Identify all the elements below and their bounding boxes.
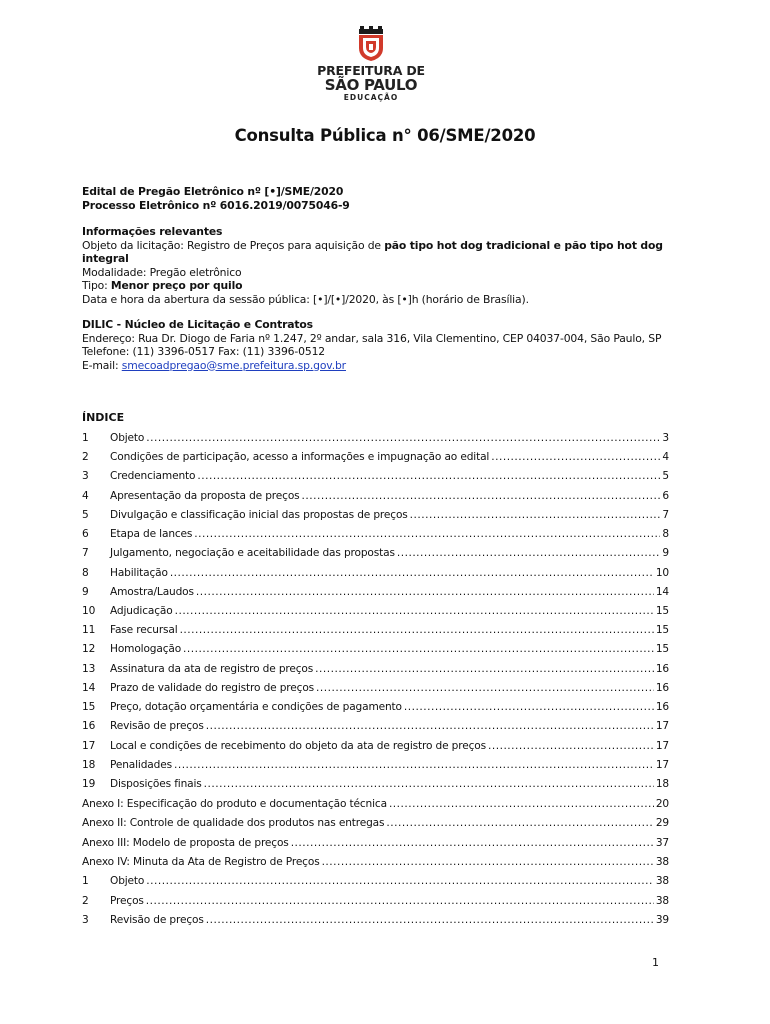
toc-entry-number: 6 [82,528,89,540]
email-line [82,359,682,373]
info-block [82,225,682,306]
edital-block [82,185,682,212]
toc-entry-number: 3 [82,914,89,926]
processo-line: Processo Eletrônico nº 6016.2019/0075046-9 [82,198,350,212]
toc-entry-label: Disposições finais [110,778,202,790]
tipo-line [82,279,682,293]
toc-dot-leader [302,489,661,503]
toc-entry-label: Penalidades [110,759,172,771]
toc-entry-page: 17 [655,720,669,732]
toc-entry-label: Anexo IV: Minuta da Ata de Registro de Preços [82,856,320,868]
toc-entry-number: 2 [82,895,89,907]
objeto-line [82,239,682,266]
toc-entry[interactable] [82,758,669,772]
toc-entry-label: Revisão de preços [110,720,204,732]
edital-line: Edital de Pregão Eletrônico nº [•]/SME/2020 [82,185,344,198]
toc-dot-leader [146,894,654,908]
dilic-block [82,318,682,372]
toc-dot-leader [397,546,661,560]
toc-entry-label: Homologação [110,643,182,655]
toc-entry[interactable] [82,777,669,791]
city-crest-icon [356,26,386,62]
toc-entry-page: 7 [662,509,669,521]
toc-entry[interactable] [82,913,669,927]
toc-entry-number: 15 [82,701,96,713]
toc-dot-leader [206,913,654,927]
toc-dot-leader [488,739,654,753]
toc-entry[interactable] [82,836,669,850]
toc-entry[interactable] [82,450,669,464]
toc-dot-leader [291,836,654,850]
toc-entry[interactable] [82,623,669,637]
prefeitura-logo [316,26,426,108]
toc-entry-label: Amostra/Laudos [110,586,194,598]
toc-entry-number: 16 [82,720,96,732]
toc-entry-page: 29 [655,817,669,829]
toc-dot-leader [170,566,654,580]
toc-entry-page: 17 [655,740,669,752]
toc-entry[interactable] [82,855,669,869]
toc-entry-page: 16 [655,701,669,713]
toc-entry-number: 19 [82,778,96,790]
toc-entry-number: 18 [82,759,96,771]
toc-entry-label: Prazo de validade do registro de preços [110,682,315,694]
toc-entry-page: 3 [662,432,669,444]
toc-entry-number: 14 [82,682,96,694]
info-heading: Informações relevantes [82,225,223,238]
toc-entry-number: 12 [82,643,96,655]
toc-dot-leader [206,719,654,733]
logo-text-educacao: EDUCAÇÃO [343,93,399,102]
toc-entry[interactable] [82,642,669,656]
toc-entry-label: Habilitação [110,567,168,579]
toc-entry-label: Assinatura da ata de registro de preços [110,663,314,675]
toc-dot-leader [386,816,653,830]
document-title: Consulta Pública n° 06/SME/2020 [234,126,536,145]
toc-dot-leader [174,758,654,772]
toc-entry-page: 16 [655,663,669,675]
toc-entry[interactable] [82,527,669,541]
toc-entry-number: 5 [82,509,89,521]
toc-entry[interactable] [82,681,669,695]
toc-entry-number: 7 [82,547,89,559]
dilic-heading: DILIC - Núcleo de Licitação e Contratos [82,318,313,331]
toc-dot-leader [322,855,654,869]
toc-entry-page: 9 [662,547,669,559]
toc-entry[interactable] [82,816,669,830]
data-hora-line: Data e hora da abertura da sessão pública: [•]/[•]/2020, às [•]h (horário de Brasília). [82,292,529,306]
toc-entry-number: 1 [82,432,89,444]
toc-entry-page: 37 [655,837,669,849]
toc-entry[interactable] [82,489,669,503]
toc-entry-label: Revisão de preços [110,914,204,926]
modalidade-line: Modalidade: Pregão eletrônico [82,265,242,279]
toc-entry-label: Preços [110,895,144,907]
endereco-line: Endereço: Rua Dr. Diogo de Faria nº 1.247, 2º andar, sala 316, Vila Clementino, CEP 04037-004, São Paulo, SP [82,331,662,345]
toc-entry-page: 15 [655,605,669,617]
toc-entry-page: 39 [655,914,669,926]
toc-entry-page: 15 [655,624,669,636]
toc-entry-number: 2 [82,451,89,463]
toc-entry[interactable] [82,604,669,618]
toc-entry-page: 10 [655,567,669,579]
toc-entry[interactable] [82,894,669,908]
toc-entry-label: Credenciamento [110,470,196,482]
toc-entry-page: 15 [655,643,669,655]
toc-dot-leader [404,700,654,714]
toc-entry-page: 6 [662,490,669,502]
toc-entry-label: Local e condições de recebimento do objeto da ata de registro de preços [110,740,486,752]
toc-entry[interactable] [82,469,669,483]
toc-entry[interactable] [82,662,669,676]
toc-entry-label: Divulgação e classificação inicial das propostas de preços [110,509,408,521]
toc-entry-number: 4 [82,490,89,502]
toc-entry-label: Adjudicação [110,605,173,617]
toc-entry-label: Julgamento, negociação e aceitabilidade das propostas [110,547,395,559]
toc-entry-number: 17 [82,740,96,752]
tipo-label: Tipo: [82,279,111,292]
toc-entry[interactable] [82,566,669,580]
objeto-label: Objeto da licitação: Registro de Preços para aquisição de [82,238,385,252]
toc-dot-leader [146,431,660,445]
toc-entry[interactable] [82,797,669,811]
toc-entry-label: Fase recursal [110,624,178,636]
email-link[interactable]: smecoadpregao@sme.prefeitura.sp.gov.br [121,358,346,372]
toc-entry-number: 8 [82,567,89,579]
toc-dot-leader [146,874,654,888]
toc-entry[interactable] [82,719,669,733]
toc-entry-page: 20 [655,798,669,810]
toc-entry[interactable] [82,739,669,753]
toc-dot-leader [196,585,654,599]
toc-dot-leader [194,527,660,541]
toc-entry-page: 38 [655,856,669,868]
toc-entry-label: Objeto [110,432,145,444]
tipo-value: Menor preço por quilo [110,279,243,292]
toc-dot-leader [491,450,660,464]
objeto-value: pão tipo hot dog tradicional e pão tipo hot dog integral [82,238,663,265]
toc-entry-page: 5 [662,470,669,482]
toc-entry-label: Anexo I: Especificação do produto e documentação técnica [82,798,387,810]
toc-entry-label: Preço, dotação orçamentária e condições de pagamento [110,701,402,713]
index-title: ÍNDICE [82,411,125,424]
toc-dot-leader [316,681,654,695]
toc-entry-label: Anexo II: Controle de qualidade dos produtos nas entregas [82,817,385,829]
toc-entry[interactable] [82,700,669,714]
toc-dot-leader [183,642,654,656]
toc-entry-number: 10 [82,605,96,617]
toc-entry-label: Anexo III: Modelo de proposta de preços [82,837,289,849]
toc-dot-leader [410,508,661,522]
toc-entry[interactable] [82,546,669,560]
toc-entry-page: 38 [655,875,669,887]
toc-entry-number: 9 [82,586,89,598]
toc-dot-leader [197,469,660,483]
toc-entry-label: Etapa de lances [110,528,193,540]
email-label: E-mail: [82,358,122,372]
page-number: 1 [652,956,659,969]
toc-entry-label: Apresentação da proposta de preços [110,490,300,502]
toc-entry-page: 17 [655,759,669,771]
toc-entry[interactable] [82,508,669,522]
toc-entry-page: 38 [655,895,669,907]
toc-entry-page: 14 [655,586,669,598]
logo-text-sao-paulo: SÃO PAULO [324,76,418,94]
telefone-line: Telefone: (11) 3396-0517 Fax: (11) 3396-0512 [82,345,326,358]
toc-dot-leader [315,662,654,676]
toc-entry-page: 4 [662,451,669,463]
toc-entry-number: 11 [82,624,96,636]
toc-entry-label: Objeto [110,875,145,887]
toc-dot-leader [204,777,654,791]
toc-dot-leader [180,623,654,637]
toc-entry[interactable] [82,431,669,445]
toc-entry-page: 8 [662,528,669,540]
toc-entry-number: 13 [82,663,96,675]
toc-entry-label: Condições de participação, acesso a informações e impugnação ao edital [110,451,490,463]
toc-entry-number: 1 [82,875,89,887]
toc-entry-page: 18 [655,778,669,790]
toc-dot-leader [175,604,654,618]
toc-entry[interactable] [82,585,669,599]
logo-text-prefeitura: PREFEITURA DE [317,63,425,78]
toc-entry[interactable] [82,874,669,888]
toc-entry-page: 16 [655,682,669,694]
toc-entry-number: 3 [82,470,89,482]
toc-dot-leader [389,797,654,811]
